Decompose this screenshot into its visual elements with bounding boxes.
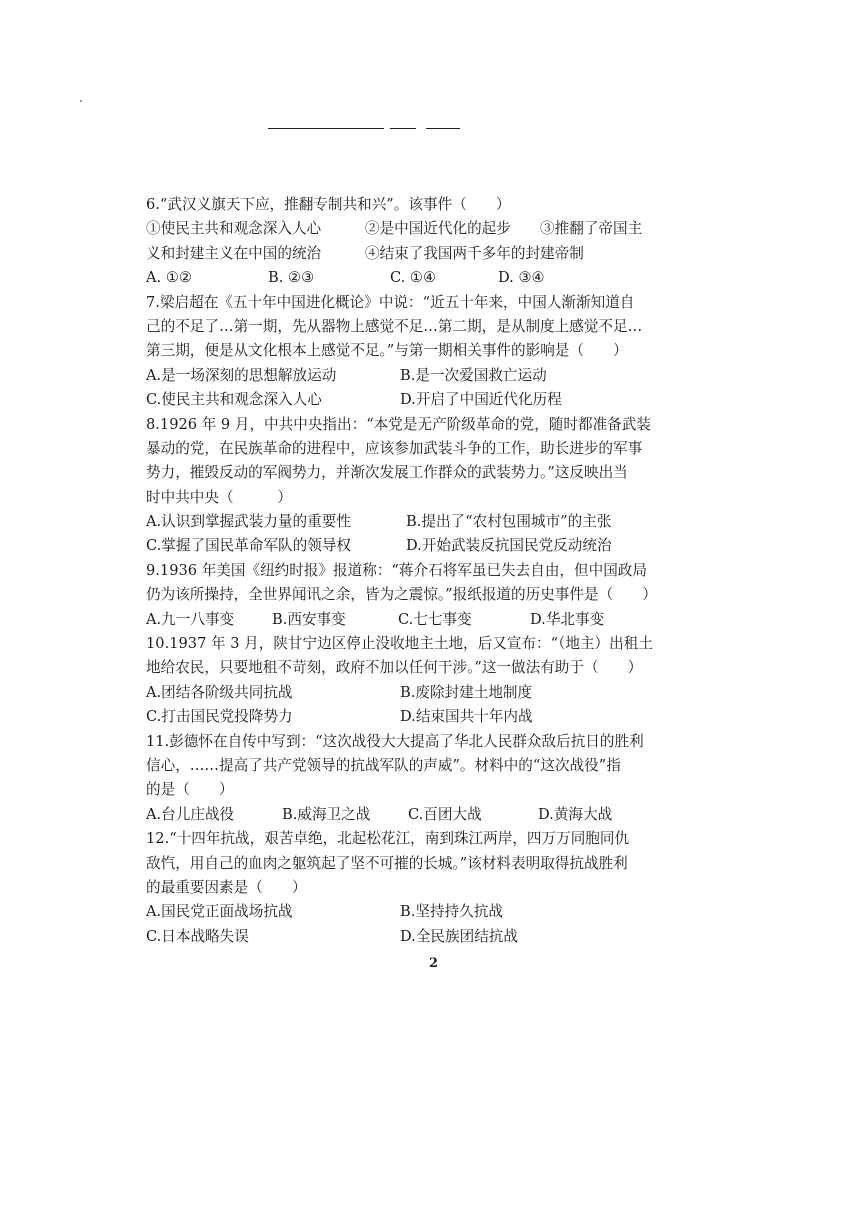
question-stem: 的是（ ）	[146, 781, 234, 799]
statement-line: 义和封建主义在中国的统治 ④结束了我国两千多年的封建帝制	[146, 244, 584, 262]
option-row	[146, 364, 660, 388]
question-stem: 第三期，便是从文化根本上感觉不足。”与第一期相关事件的影响是（ ）	[146, 342, 628, 360]
option-c[interactable]: C.掌握了国民革命军队的领导权	[146, 537, 352, 555]
header-rule-left	[268, 128, 384, 129]
option-d[interactable]: D.全民族团结抗战	[400, 927, 518, 945]
option-row	[146, 510, 660, 534]
option-row	[146, 608, 660, 632]
question-10	[146, 632, 660, 730]
question-11	[146, 730, 660, 828]
scan-artifact	[80, 100, 82, 102]
option-d[interactable]: D.结束国共十年内战	[400, 708, 533, 726]
option-b[interactable]: B.西安事变	[272, 610, 346, 628]
option-b[interactable]: B.提出了“农村包围城市”的主张	[406, 513, 612, 531]
question-page	[146, 193, 660, 949]
option-b[interactable]: B.是一次爱国救亡运动	[400, 366, 547, 384]
option-row	[146, 900, 660, 924]
option-a[interactable]: A.国民党正面战场抗战	[146, 903, 293, 921]
option-b[interactable]: B.威海卫之战	[282, 805, 371, 823]
option-row	[146, 705, 660, 729]
header-rule-right	[426, 128, 460, 129]
question-stem: 9.1936 年美国《纽约时报》报道称：“蒋介石将军虽已失去自由，但中国政局	[146, 561, 647, 579]
question-stem: 7.梁启超在《五十年中国进化概论》中说：“近五十年来，中国人渐渐知道自	[146, 293, 635, 311]
statement-line: ①使民主共和观念深入人心 ②是中国近代化的起步 ③推翻了帝国主	[146, 220, 643, 238]
option-c[interactable]: C.日本战略失误	[146, 927, 249, 945]
option-a[interactable]: A.台儿庄战役	[146, 805, 235, 823]
option-a[interactable]: A. ①②	[146, 269, 192, 287]
option-c[interactable]: C. ①④	[390, 269, 437, 287]
option-d[interactable]: D.黄海大战	[538, 805, 613, 823]
option-row	[146, 266, 660, 290]
question-6	[146, 193, 660, 291]
question-stem: 暴动的党，在民族革命的进程中，应该参加武装斗争的工作，助长进步的军事	[146, 439, 643, 457]
header-rule-middle	[390, 128, 416, 129]
option-c[interactable]: C.打击国民党投降势力	[146, 708, 293, 726]
option-row	[146, 534, 660, 558]
option-row	[146, 925, 660, 949]
question-stem: 11.彭德怀在自传中写到：“这次战役大大提高了华北人民群众敌后抗日的胜利	[146, 732, 644, 750]
question-7	[146, 291, 660, 413]
question-stem: 地给农民，只要地租不苛刻，政府不加以任何干涉。”这一做法有助于（ ）	[146, 659, 643, 677]
question-stem: 己的不足了…第一期，先从器物上感觉不足…第二期，是从制度上感觉不足…	[146, 317, 643, 335]
option-a[interactable]: A.认识到掌握武装力量的重要性	[146, 513, 351, 531]
question-stem: 6.“武汉义旗天下应，推翻专制共和兴”。该事件（ ）	[146, 196, 511, 213]
question-stem: 仍为该所操持，全世界闻讯之余，皆为之震惊。”报纸报道的历史事件是（ ）	[146, 586, 657, 604]
page-number: 2	[428, 956, 439, 971]
question-stem: 12.“十四年抗战，艰苦卓绝，北起松花江，南到珠江两岸，四万万同胞同仇	[146, 830, 630, 848]
option-d[interactable]: D.开始武装反抗国民党反动统治	[406, 537, 612, 555]
question-stem: 10.1937 年 3 月，陕甘宁边区停止没收地主土地，后又宣布：“（地主）出租土	[146, 635, 653, 653]
question-stem: 8.1926 年 9 月，中共中央指出：“本党是无产阶级革命的党，随时都准备武装	[146, 415, 651, 433]
question-12	[146, 827, 660, 949]
option-row	[146, 388, 660, 412]
option-row	[146, 803, 660, 827]
option-c[interactable]: C.七七事变	[398, 610, 472, 628]
option-a[interactable]: A.九一八事变	[146, 610, 235, 628]
option-c[interactable]: C.百团大战	[408, 805, 482, 823]
question-8	[146, 413, 660, 559]
option-b[interactable]: B.坚持持久抗战	[400, 903, 503, 921]
option-b[interactable]: B. ②③	[268, 269, 315, 287]
question-stem: 时中共中央（ ）	[146, 488, 292, 506]
question-stem: 敌忾，用自己的血肉之躯筑起了坚不可摧的长城。”该材料表明取得抗战胜利	[146, 854, 628, 872]
option-b[interactable]: B.废除封建土地制度	[400, 683, 533, 701]
option-d[interactable]: D.开启了中国近代化历程	[400, 391, 562, 409]
option-d[interactable]: D. ③④	[498, 269, 545, 287]
question-stem: 信心，……提高了共产党领导的抗战军队的声威”。材料中的“这次战役”指	[146, 756, 621, 774]
option-row	[146, 681, 660, 705]
option-a[interactable]: A.团结各阶级共同抗战	[146, 683, 293, 701]
option-d[interactable]: D.华北事变	[530, 610, 605, 628]
question-9	[146, 559, 660, 632]
question-stem: 势力，摧毁反动的军阀势力，并渐次发展工作群众的武装势力。”这反映出当	[146, 464, 628, 482]
question-stem: 的最重要因素是（ ）	[146, 878, 307, 896]
option-c[interactable]: C.使民主共和观念深入人心	[146, 391, 322, 409]
option-a[interactable]: A.是一场深刻的思想解放运动	[146, 366, 337, 384]
